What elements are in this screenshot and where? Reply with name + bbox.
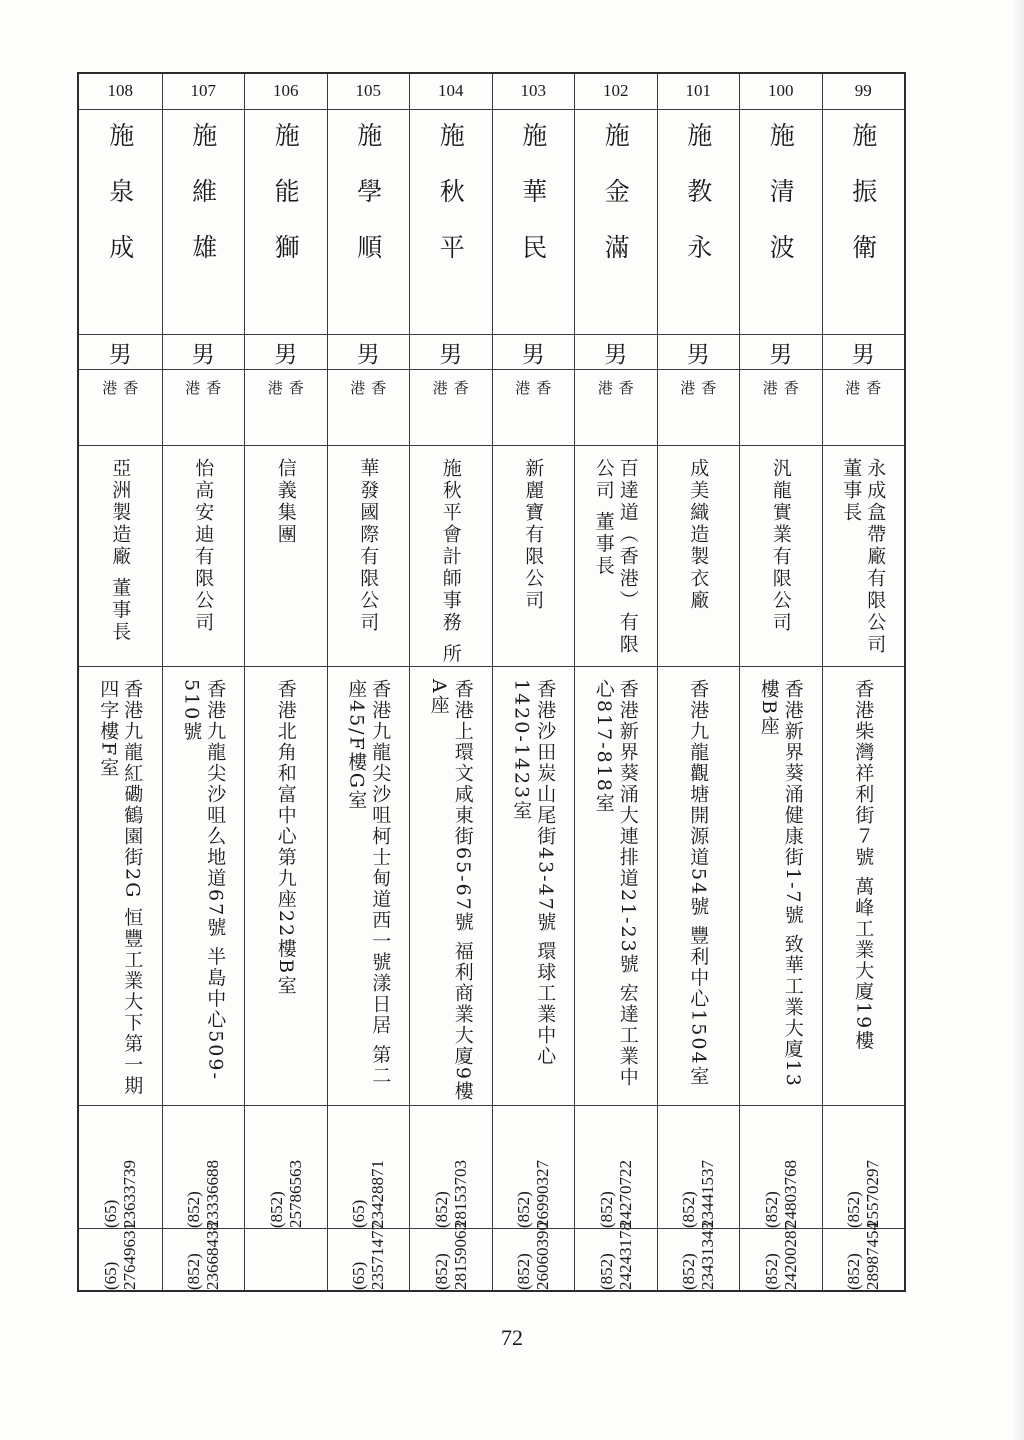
member-origin-text: 香港 <box>100 380 140 421</box>
member-name-text: 施振衛 <box>848 122 878 290</box>
member-phone-text: (852) 25786563 <box>266 1160 305 1228</box>
member-phone <box>493 1106 575 1228</box>
member-number: 105 <box>355 81 381 100</box>
member-phone-text: (852) 28153703 <box>431 1160 470 1228</box>
member-name-text: 施秋平 <box>436 122 466 290</box>
member-company <box>823 446 905 666</box>
member-company <box>328 446 410 666</box>
member-origin <box>328 370 410 445</box>
member-company <box>493 446 575 666</box>
member-phone-text: (852) 24803768 <box>761 1160 800 1228</box>
member-address-text: 香港沙田炭山尾街43-47號 環球工業中心1420-1423室 <box>510 679 557 1067</box>
member-phone-text: (65) 23428871 <box>349 1160 388 1228</box>
member-column <box>657 74 740 1290</box>
member-fax <box>245 1229 327 1290</box>
member-address-text: 香港柴灣祥利街７號 萬峰工業大廈19樓 <box>852 679 875 1052</box>
member-gender: 男 <box>604 341 628 368</box>
member-origin <box>823 370 905 445</box>
member-name <box>328 110 410 334</box>
member-fax <box>328 1222 410 1290</box>
member-address-text: 香港九龍觀塘開源道54號 豐利中心1504室 <box>687 679 710 1087</box>
member-company <box>245 446 327 666</box>
member-origin-text: 香港 <box>265 380 305 421</box>
member-number: 102 <box>603 81 629 100</box>
member-address <box>245 667 327 1105</box>
member-company-text: 成美織造製衣廠 <box>687 458 710 612</box>
member-address <box>493 667 575 1105</box>
member-gender: 男 <box>769 341 793 368</box>
member-fax-text: (852) 24200287 <box>761 1222 800 1290</box>
member-address <box>575 667 657 1105</box>
member-origin-text: 香港 <box>183 380 223 421</box>
member-company <box>575 446 657 666</box>
member-fax <box>79 1222 162 1290</box>
member-company-text: 汎龍實業有限公司 <box>769 458 792 634</box>
member-name <box>740 110 822 334</box>
member-fax-text: (65) 23571477 <box>349 1222 388 1290</box>
member-name-text: 施教永 <box>683 122 713 290</box>
member-phone-text: (852) 24270722 <box>596 1160 635 1228</box>
member-name-text: 施清波 <box>766 122 796 290</box>
member-phone-text: (852) 23441537 <box>679 1160 718 1228</box>
member-gender: 男 <box>356 341 380 368</box>
member-column <box>244 74 327 1290</box>
member-number: 99 <box>854 81 872 100</box>
member-column <box>327 74 410 1290</box>
member-address-text: 香港北角和富中心第九座22樓B室 <box>274 679 297 997</box>
member-phone <box>823 1106 905 1228</box>
member-column <box>739 74 822 1290</box>
member-company <box>658 446 740 666</box>
member-fax <box>575 1222 657 1290</box>
member-address-text: 香港新界葵涌健康街1-7號 致華工業大廈13樓B座 <box>757 679 804 1088</box>
member-origin <box>163 370 245 445</box>
member-phone <box>658 1106 740 1228</box>
member-fax <box>163 1222 245 1290</box>
member-address-text: 香港九龍尖沙咀柯士甸道西一號漾日居 第二座45/F樓G室 <box>345 679 392 1087</box>
member-origin <box>410 370 492 445</box>
member-company-text: 新麗寶有限公司 <box>522 458 545 612</box>
member-address-text: 香港九龍尖沙咀么地道67號 半島中心509-510號 <box>180 679 227 1081</box>
member-origin-text: 香港 <box>678 380 718 421</box>
member-number: 107 <box>190 81 216 100</box>
member-gender: 男 <box>686 341 710 368</box>
member-origin-text: 香港 <box>595 380 635 421</box>
member-fax-text: (65) 27649631 <box>101 1222 140 1290</box>
member-address <box>658 667 740 1105</box>
member-company-text: 華發國際有限公司 <box>357 458 380 634</box>
member-phone <box>328 1106 410 1228</box>
member-name <box>245 110 327 334</box>
member-address-text: 香港新界葵涌大連排道21-23號 宏達工業中心817-818室 <box>592 679 639 1088</box>
member-company <box>163 446 245 666</box>
member-name <box>410 110 492 334</box>
member-column <box>574 74 657 1290</box>
member-phone-text: (65) 23633739 <box>101 1160 140 1228</box>
member-gender: 男 <box>108 341 132 368</box>
member-name <box>79 110 162 334</box>
member-directory-table <box>77 72 906 1292</box>
member-origin <box>575 370 657 445</box>
member-fax-text: (852) 28987454 <box>844 1222 883 1290</box>
member-name-text: 施學順 <box>353 122 383 290</box>
member-fax <box>410 1222 492 1290</box>
member-number: 108 <box>107 81 133 100</box>
member-phone <box>79 1106 162 1228</box>
member-company-text: 亞洲製造廠 董事長 <box>109 458 132 644</box>
member-number: 103 <box>520 81 546 100</box>
member-company-text: 信義集團 <box>274 458 297 546</box>
member-gender: 男 <box>521 341 545 368</box>
member-company <box>740 446 822 666</box>
member-phone <box>163 1106 245 1228</box>
member-address-text: 香港九龍紅磡鶴園街2G 恒豐工業大下第一期四字樓F室 <box>97 679 144 1097</box>
member-column <box>162 74 245 1290</box>
member-number: 101 <box>685 81 711 100</box>
member-phone <box>575 1106 657 1228</box>
member-name <box>575 110 657 334</box>
member-phone <box>410 1106 492 1228</box>
member-column <box>822 74 905 1290</box>
member-fax <box>823 1222 905 1290</box>
member-phone <box>245 1106 327 1228</box>
member-name-text: 施能獅 <box>271 122 301 290</box>
member-origin <box>493 370 575 445</box>
member-fax-text: (852) 23431343 <box>679 1222 718 1290</box>
member-fax-text: (852) 26060390 <box>514 1222 553 1290</box>
member-origin-text: 香港 <box>513 380 553 421</box>
member-column <box>409 74 492 1290</box>
member-origin-text: 香港 <box>348 380 388 421</box>
member-name-text: 施泉成 <box>105 122 135 290</box>
member-name-text: 施金滿 <box>601 122 631 290</box>
member-company-text: 永成盒帶廠有限公司 董事長 <box>840 458 887 656</box>
member-company-text: 施秋平會計師事務 所 <box>439 458 462 666</box>
member-origin <box>740 370 822 445</box>
member-name <box>163 110 245 334</box>
member-fax <box>740 1222 822 1290</box>
member-phone-text: (852) 23336688 <box>184 1160 223 1228</box>
member-address <box>163 667 245 1105</box>
member-company-text: 怡高安迪有限公司 <box>192 458 215 634</box>
member-phone-text: (852) 26990327 <box>514 1160 553 1228</box>
member-company <box>410 446 492 666</box>
member-origin-text: 香港 <box>430 380 470 421</box>
member-company-text: 百達道（香港）有限公司 董事長 <box>592 458 639 656</box>
member-phone-text: (852) 25570297 <box>844 1160 883 1228</box>
member-origin <box>658 370 740 445</box>
member-name <box>823 110 905 334</box>
member-fax-text: (852) 24243178 <box>596 1222 635 1290</box>
member-origin-text: 香港 <box>760 380 800 421</box>
member-name-text: 施華民 <box>518 122 548 290</box>
member-name <box>658 110 740 334</box>
member-column <box>492 74 575 1290</box>
member-address-text: 香港上環文咸東街65-67號 福利商業大廈9樓A座 <box>427 679 474 1102</box>
member-address <box>410 667 492 1105</box>
member-fax <box>658 1222 740 1290</box>
member-number: 104 <box>438 81 464 100</box>
page-edge-shadow <box>1010 0 1024 1440</box>
member-company <box>79 446 162 666</box>
member-gender: 男 <box>274 341 298 368</box>
member-address <box>328 667 410 1105</box>
member-origin-text: 香港 <box>843 380 883 421</box>
member-address <box>79 667 162 1105</box>
member-origin <box>245 370 327 445</box>
member-name-text: 施維雄 <box>188 122 218 290</box>
member-fax-text: (852) 23668438 <box>184 1222 223 1290</box>
member-fax-text: (852) 28159063 <box>431 1222 470 1290</box>
member-fax <box>493 1222 575 1290</box>
member-address <box>740 667 822 1105</box>
member-phone <box>740 1106 822 1228</box>
member-number: 106 <box>273 81 299 100</box>
member-gender: 男 <box>851 341 875 368</box>
page-number: 72 <box>501 1325 523 1350</box>
member-name <box>493 110 575 334</box>
member-number: 100 <box>768 81 794 100</box>
member-gender: 男 <box>191 341 215 368</box>
member-address <box>823 667 905 1105</box>
member-origin <box>79 370 162 445</box>
member-gender: 男 <box>439 341 463 368</box>
member-column <box>79 74 162 1290</box>
